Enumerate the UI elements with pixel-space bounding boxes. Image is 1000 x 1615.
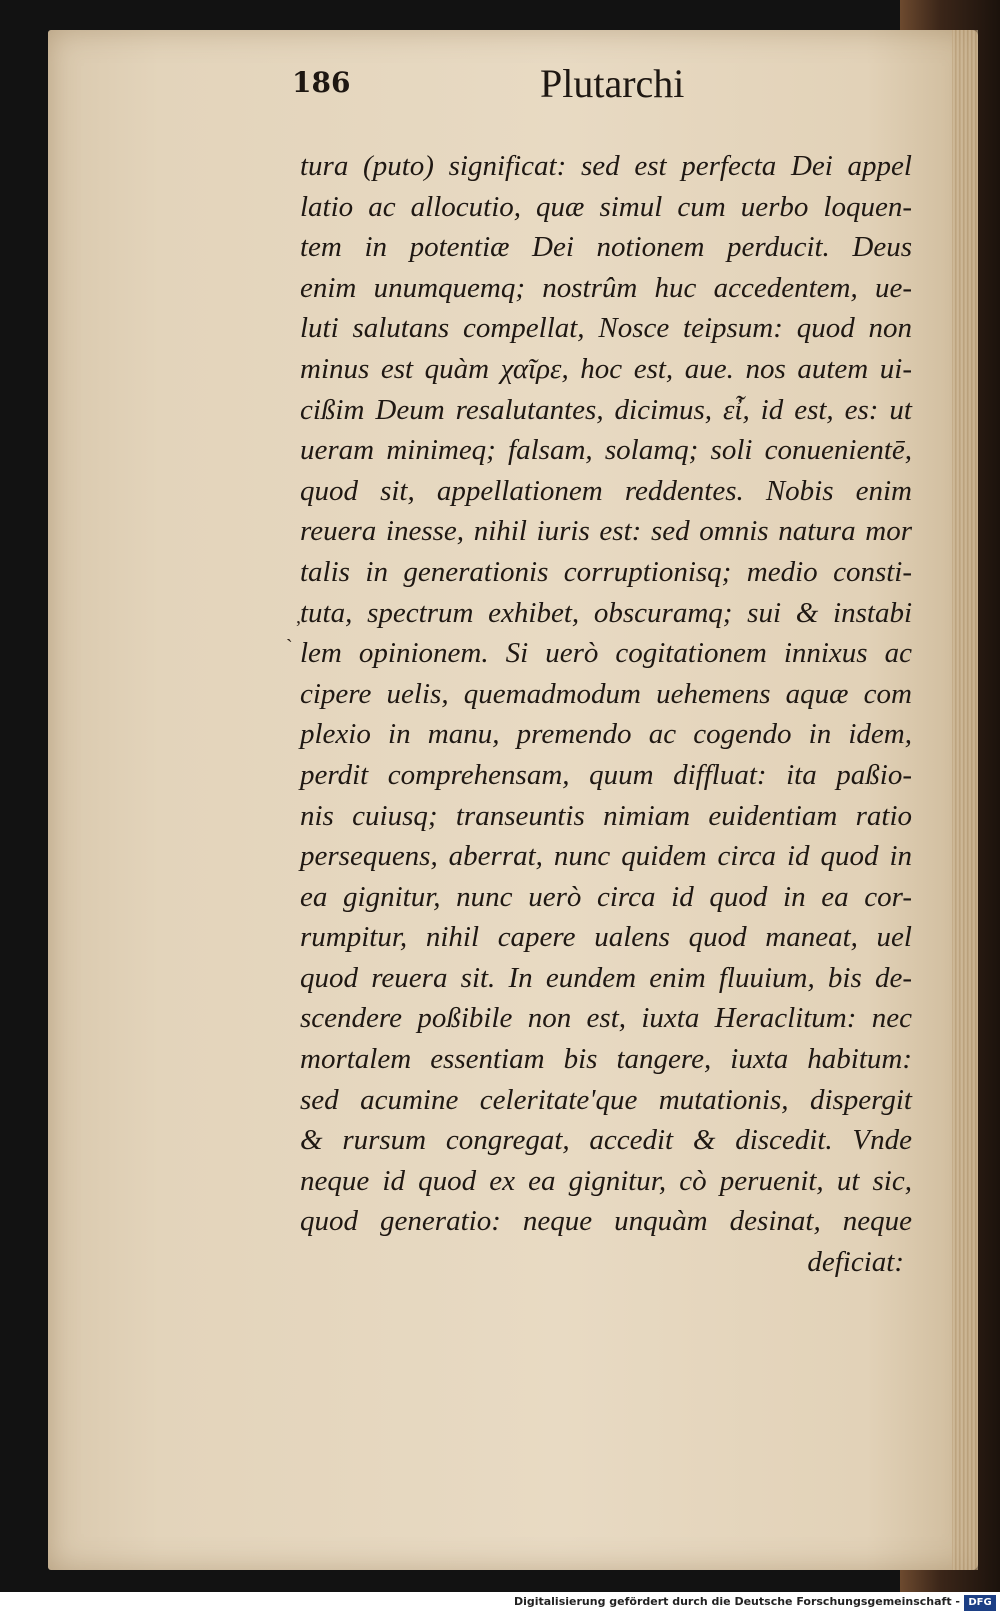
text-line: mortalem essentiam bis tangere, iuxta habitum:	[300, 1043, 912, 1076]
text-line: cipere uelis, quemadmodum uehemens aquæ com	[300, 677, 912, 710]
page-number: 186	[292, 66, 351, 99]
text-line: enim unumquemq; nostrûm huc accedentem, ue-	[300, 271, 912, 304]
margin-mark: ,	[296, 606, 301, 628]
text-line: ueram minimeq; falsam, solamq; soli conuenientē,	[300, 434, 912, 467]
footer-bar	[0, 1592, 1000, 1615]
text-line: nis cuiusq; transeuntis nimiam euidentiam ratio	[300, 799, 912, 832]
text-line: rumpitur, nihil capere ualens quod maneat, uel	[300, 921, 912, 954]
text-line: ea gignitur, nunc uerò circa id quod in ea cor-	[300, 880, 912, 913]
text-line: latio ac allocutio, quæ simul cum uerbo loquen-	[300, 190, 912, 223]
text-line: quod sit, appellationem reddentes. Nobis enim	[300, 474, 912, 507]
text-line: quod reuera sit. In eundem enim fluuium, bis de-	[300, 961, 912, 994]
catchword: deficiat:	[807, 1246, 904, 1279]
text-block	[300, 146, 912, 1283]
page-fore-edge	[952, 30, 978, 1570]
margin-mark: `	[286, 636, 293, 658]
text-line: tuta, spectrum exhibet, obscuramq; sui & instabi	[300, 596, 912, 629]
text-line: persequens, aberrat, nunc quidem circa id quod in	[300, 840, 912, 873]
dfg-logo: DFG	[964, 1595, 996, 1611]
text-line: quod generatio: neque unquàm desinat, neque	[300, 1205, 912, 1238]
text-line: scendere poßibile non est, iuxta Heraclitum: nec	[300, 1002, 912, 1035]
text-line: lem opinionem. Si uerò cogitationem innixus ac	[300, 637, 912, 670]
text-line: tem in potentiæ Dei notionem perducit. Deus	[300, 231, 912, 264]
text-line: sed acumine celeritate'que mutationis, dispergit	[300, 1083, 912, 1116]
text-line: talis in generationis corruptionisq; medio consti-	[300, 555, 912, 588]
text-line: minus est quàm χαῖρε, hoc est, aue. nos autem ui-	[300, 352, 912, 385]
text-line: plexio in manu, premendo ac cogendo in idem,	[300, 718, 912, 751]
running-title: Plutarchi	[540, 61, 685, 106]
text-line: cißim Deum resalutantes, dicimus, εἶ, id est, es: ut	[300, 393, 912, 426]
text-line: luti salutans compellat, Nosce teipsum: quod non	[300, 312, 912, 345]
text-line: perdit comprehensam, quum diffluat: ita paßio-	[300, 758, 912, 791]
page-header	[292, 60, 712, 110]
text-line: reuera inesse, nihil iuris est: sed omnis natura mor	[300, 515, 912, 548]
text-line: tura (puto) significat: sed est perfecta Dei appel	[300, 150, 912, 182]
text-line: & rursum congregat, accedit & discedit. Vnde	[300, 1124, 912, 1157]
footer-credit: Digitalisierung gefördert durch die Deutsche Forschungsgemeinschaft -	[513, 1595, 960, 1608]
text-line: neque id quod ex ea gignitur, cò peruenit, ut sic,	[300, 1164, 912, 1197]
